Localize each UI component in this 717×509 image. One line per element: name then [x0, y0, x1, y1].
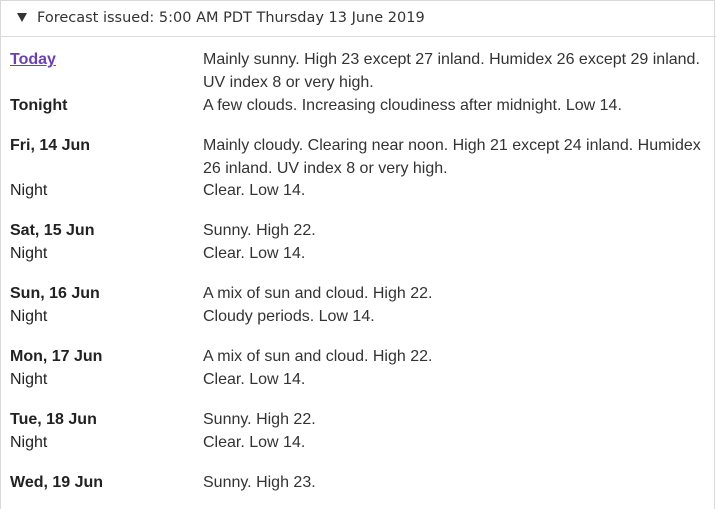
forecast-text: Mainly sunny. High 23 except 27 inland. Humidex 26 except 29 inland. UV index 8 or very high. — [203, 51, 700, 91]
forecast-day-label: Tue, 18 Jun — [10, 411, 97, 428]
forecast-text: A few clouds. Increasing cloudiness after midnight. Low 14. — [203, 97, 622, 114]
forecast-day-label: Mon, 17 Jun — [10, 348, 103, 365]
forecast-day-link[interactable]: Today — [10, 51, 56, 68]
forecast-text: Sunny. High 23. — [203, 474, 316, 491]
forecast-text: Clear. Low 14. — [203, 245, 306, 262]
forecast-day-label: Fri, 14 Jun — [10, 137, 91, 154]
forecast-text: Sunny. High 22. — [203, 411, 316, 428]
triangle-down-icon[interactable] — [17, 13, 27, 22]
forecast-text: Clear. Low 14. — [203, 371, 306, 388]
forecast-text: Mainly cloudy. Clearing near noon. High 21 except 24 inland. Humidex 26 inland. UV index 8 or very high. — [203, 137, 701, 177]
forecast-day-label: Sat, 15 Jun — [10, 222, 95, 239]
forecast-text: Sunny. High 22. — [203, 222, 316, 239]
forecast-text: Clear. Low 14. — [203, 182, 306, 199]
forecast-text: Clear. Low 14. — [203, 434, 306, 451]
forecast-night-label: Night — [10, 434, 48, 451]
forecast-day-label: Sun, 16 Jun — [10, 285, 100, 302]
forecast-text: A mix of sun and cloud. High 22. — [203, 285, 433, 302]
forecast-period-label: Tonight — [10, 97, 68, 114]
forecast-night-label: Night — [10, 182, 48, 199]
forecast-night-label: Night — [10, 308, 48, 325]
forecast-text: Cloudy periods. Low 14. — [203, 308, 375, 325]
forecast-night-label: Night — [10, 371, 48, 388]
forecast-night-label: Night — [10, 245, 48, 262]
forecast-issued-text: Forecast issued: 5:00 AM PDT Thursday 13 June 2019 — [37, 10, 425, 26]
forecast-summary-toggle[interactable] — [1, 1, 716, 37]
forecast-day-label: Wed, 19 Jun — [10, 474, 104, 491]
forecast-text: A mix of sun and cloud. High 22. — [203, 348, 433, 365]
